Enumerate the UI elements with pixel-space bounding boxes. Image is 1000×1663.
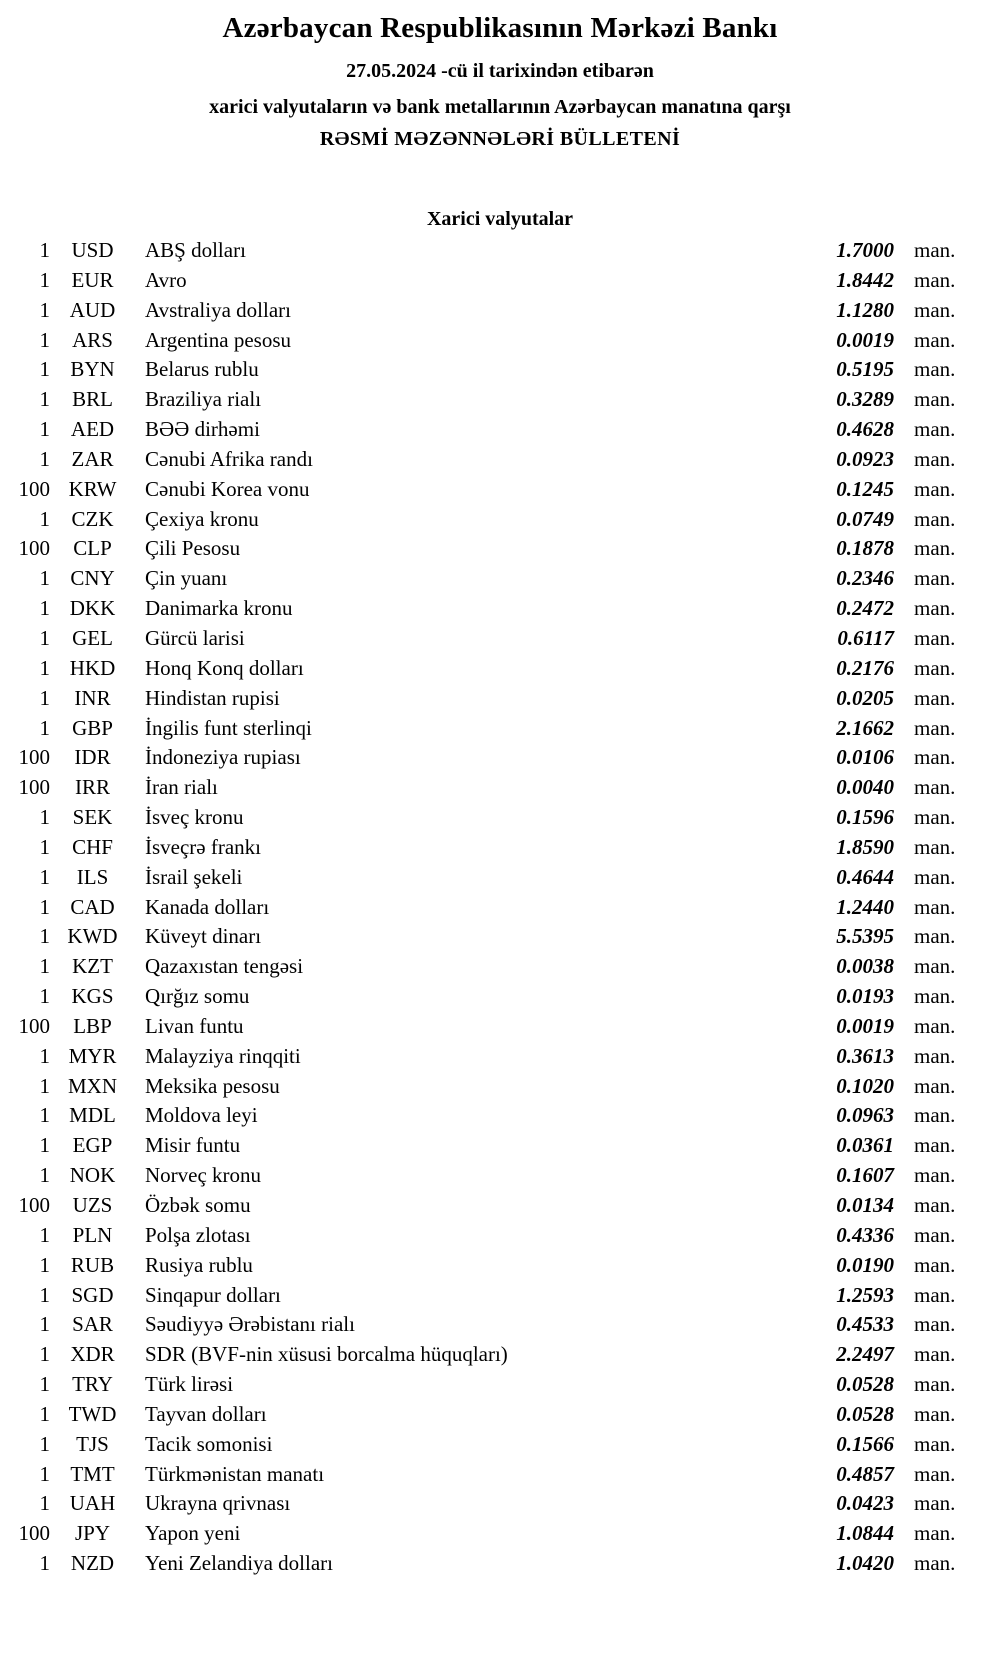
rate-code: PLN [72,1222,113,1247]
rate-value: 0.1245 [836,476,894,501]
rate-value: 0.0361 [836,1133,894,1158]
table-row [0,1370,972,1400]
rate-unit: man. [914,267,956,292]
effective-date-line: 27.05.2024 -cü il tarixindən etibarən [346,60,654,82]
rate-qty: 1 [39,715,50,740]
rate-name: İran rialı [145,775,218,800]
rate-code: CHF [72,834,113,859]
rate-qty: 1 [39,417,50,442]
rate-qty: 1 [39,924,50,949]
rate-qty: 1 [39,1372,50,1397]
rate-qty: 1 [39,655,50,680]
rate-unit: man. [914,297,956,322]
rate-value: 0.0963 [836,1103,894,1128]
rate-code: ILS [76,864,109,889]
rate-code: LBP [73,1013,112,1038]
rate-name: Qırğız somu [145,984,250,1009]
rate-code: SGD [71,1282,114,1307]
rate-code: DKK [69,596,116,621]
table-row [0,1400,972,1430]
rate-qty: 1 [39,238,50,262]
bulletin-subtitle: xarici valyutaların və bank metallarının Azərbaycan manatına qarşı [209,96,791,118]
rate-value: 0.2346 [836,566,894,591]
rate-name: Gürcü larisi [145,625,245,650]
section-title-foreign-currencies: Xarici valyutalar [426,208,574,230]
table-row [0,773,972,803]
table-row [0,624,972,654]
rate-name: ABŞ dolları [145,238,246,262]
rate-code: SAR [72,1312,113,1337]
rate-qty: 1 [39,1222,50,1247]
rate-name: Meksika pesosu [145,1073,280,1098]
rate-name: Qazaxıstan tengəsi [145,954,304,979]
table-row [0,236,972,266]
table-row [0,1101,972,1131]
table-row [0,475,972,505]
rate-name: Çili Pesosu [145,536,241,561]
table-row [0,833,972,863]
rate-code: SEK [72,805,113,830]
rate-code: MYR [68,1043,117,1068]
table-row [0,1430,972,1460]
rate-unit: man. [914,446,956,471]
table-row [0,654,972,684]
rate-value: 1.7000 [836,238,894,262]
table-row [0,1549,972,1579]
table-row [0,893,972,923]
rate-name: Livan funtu [145,1013,244,1038]
rate-qty: 1 [39,596,50,621]
rate-unit: man. [914,1193,956,1217]
rate-name: Türk lirəsi [145,1372,234,1397]
rate-code: TWD [68,1401,117,1426]
rate-value: 1.8442 [836,267,894,292]
rate-code: KWD [67,924,118,949]
rate-unit: man. [914,1461,956,1486]
rate-qty: 1 [39,954,50,979]
rate-name: Sinqapur dolları [145,1282,281,1307]
rate-code: EUR [71,267,114,292]
rate-value: 0.4533 [836,1312,894,1337]
rate-unit: man. [914,1282,956,1307]
rate-qty: 100 [18,775,50,800]
rate-value: 1.1280 [836,297,894,322]
rate-code: CLP [73,536,112,561]
rate-unit: man. [914,1222,956,1247]
table-row [0,1221,972,1251]
rate-code: BYN [70,357,115,382]
table-row [0,714,972,744]
table-row [0,1072,972,1102]
rate-value: 1.8590 [836,834,894,859]
rate-code: CNY [70,566,115,591]
rate-unit: man. [914,1133,956,1158]
rate-unit: man. [914,894,956,919]
rate-value: 5.5395 [836,924,894,949]
rate-code: UZS [72,1193,113,1217]
rate-unit: man. [914,984,956,1009]
rate-code: ARS [72,327,113,352]
rate-value: 0.4857 [836,1461,894,1486]
rate-name: Çexiya kronu [145,506,259,531]
table-row [0,1460,972,1490]
rate-code: TRY [72,1372,113,1397]
rate-name: Rusiya rublu [145,1252,253,1277]
rate-code: USD [71,238,114,262]
rate-unit: man. [914,834,956,859]
rate-name: İngilis funt sterlinqi [145,715,312,740]
rate-qty: 1 [39,1491,50,1516]
rate-code: KZT [72,954,113,979]
rate-value: 0.0528 [836,1401,894,1426]
rate-unit: man. [914,805,956,830]
rate-code: ZAR [71,446,114,471]
rate-name: Moldova leyi [145,1103,258,1128]
rate-name: Cənubi Korea vonu [145,476,310,501]
rate-unit: man. [914,1073,956,1098]
rate-qty: 1 [39,267,50,292]
table-row [0,922,972,952]
table-row [0,803,972,833]
rate-code: CAD [70,894,115,919]
rate-qty: 1 [39,387,50,412]
rate-name: Özbək somu [145,1193,251,1217]
rate-qty: 100 [18,1521,50,1546]
rate-qty: 1 [39,685,50,710]
rates-table [0,236,972,1579]
rate-name: Səudiyyə Ərəbistanı rialı [145,1312,355,1337]
rate-qty: 1 [39,297,50,322]
rate-qty: 1 [39,984,50,1009]
rate-code: KRW [68,476,117,501]
rate-value: 2.2497 [836,1342,894,1367]
table-row [0,1489,972,1519]
table-row [0,1191,972,1221]
rate-value: 0.0749 [836,506,894,531]
rate-code: IRR [74,775,110,800]
rate-code: NZD [70,1551,115,1576]
rate-value: 0.5195 [836,357,894,382]
rate-unit: man. [914,954,956,979]
rate-name: İndoneziya rupiası [145,745,301,770]
rate-code: JPY [74,1521,111,1546]
rate-qty: 1 [39,1073,50,1098]
rate-value: 0.0134 [836,1193,894,1217]
rate-code: EGP [72,1133,113,1158]
rate-value: 0.4628 [836,417,894,442]
rate-unit: man. [914,864,956,889]
rate-code: GBP [72,715,113,740]
rate-code: GEL [72,625,113,650]
rate-qty: 1 [39,1163,50,1188]
rate-name: Tacik somonisi [145,1431,273,1456]
rate-unit: man. [914,1521,956,1546]
rate-unit: man. [914,1431,956,1456]
table-row [0,296,972,326]
table-row [0,863,972,893]
rate-value: 0.0019 [836,327,894,352]
rate-unit: man. [914,625,956,650]
rate-value: 1.0844 [836,1521,894,1546]
rate-value: 0.0205 [836,685,894,710]
rate-name: Norveç kronu [145,1163,262,1188]
table-row [0,1042,972,1072]
rate-name: Yapon yeni [145,1521,241,1546]
table-row [0,1310,972,1340]
rate-value: 0.1607 [836,1163,894,1188]
rate-name: Küveyt dinarı [145,924,262,949]
rate-name: Yeni Zelandiya dolları [145,1551,333,1576]
rate-code: INR [74,685,111,710]
rate-value: 1.0420 [836,1551,894,1576]
rate-unit: man. [914,1312,956,1337]
table-row [0,355,972,385]
rate-qty: 1 [39,1043,50,1068]
rate-unit: man. [914,327,956,352]
rate-qty: 1 [39,1431,50,1456]
rate-unit: man. [914,1163,956,1188]
rate-name: İsrail şekeli [145,864,243,889]
table-row [0,743,972,773]
rate-value: 0.2472 [836,596,894,621]
rate-code: MXN [67,1073,117,1098]
rate-name: BƏƏ dirhəmi [145,417,260,442]
rate-unit: man. [914,506,956,531]
rate-name: SDR (BVF-nin xüsusi borcalma hüquqları) [145,1342,508,1367]
rate-value: 0.0193 [836,984,894,1009]
rate-name: Türkmənistan manatı [145,1461,325,1486]
rate-unit: man. [914,596,956,621]
rate-qty: 1 [39,1461,50,1486]
bank-name-title: Azərbaycan Respublikasının Mərkəzi Bankı [222,12,778,44]
rate-unit: man. [914,1043,956,1068]
table-row [0,1012,972,1042]
rate-name: Polşa zlotası [145,1222,251,1247]
table-row [0,1519,972,1549]
rate-qty: 100 [18,745,50,770]
rate-value: 0.6117 [837,625,894,650]
rate-value: 0.0423 [836,1491,894,1516]
rate-value: 0.1878 [836,536,894,561]
table-row [0,1340,972,1370]
table-row [0,952,972,982]
rate-code: CZK [71,506,114,531]
rate-code: RUB [70,1252,115,1277]
rate-name: İsveç kronu [145,805,244,830]
rate-qty: 1 [39,357,50,382]
rate-unit: man. [914,536,956,561]
rate-value: 0.1566 [836,1431,894,1456]
rate-code: UAH [69,1491,116,1516]
rate-qty: 1 [39,894,50,919]
rate-unit: man. [914,357,956,382]
rate-value: 1.2593 [836,1282,894,1307]
rate-qty: 1 [39,864,50,889]
rate-unit: man. [914,775,956,800]
table-row [0,266,972,296]
rate-code: BRL [72,387,113,412]
rate-qty: 1 [39,1133,50,1158]
rate-value: 0.4336 [836,1222,894,1247]
rate-unit: man. [914,745,956,770]
rate-name: Hindistan rupisi [145,685,280,710]
rate-qty: 100 [18,1193,50,1217]
rate-code: XDR [70,1342,115,1367]
rate-code: KGS [71,984,114,1009]
rate-value: 0.3613 [836,1043,894,1068]
rate-code: MDL [69,1103,116,1128]
rate-unit: man. [914,1491,956,1516]
rate-unit: man. [914,715,956,740]
table-row [0,385,972,415]
rate-qty: 1 [39,805,50,830]
rate-name: Malayziya rinqqiti [145,1043,301,1068]
rate-qty: 100 [18,1013,50,1038]
rate-unit: man. [914,417,956,442]
rate-qty: 1 [39,625,50,650]
rate-unit: man. [914,387,956,412]
table-row [0,415,972,445]
rate-code: AED [70,417,115,442]
bulletin-title: RƏSMİ MƏZƏNNƏLƏRİ BÜLLETENİ [319,128,681,150]
rate-unit: man. [914,1401,956,1426]
rate-name: Honq Konq dolları [145,655,304,680]
table-row [0,1251,972,1281]
rate-name: Belarus rublu [145,357,259,382]
rate-unit: man. [914,1342,956,1367]
table-row [0,564,972,594]
rate-value: 0.0019 [836,1013,894,1038]
rate-qty: 1 [39,1103,50,1128]
rate-value: 0.1020 [836,1073,894,1098]
rate-unit: man. [914,924,956,949]
table-row [0,1281,972,1311]
rate-value: 0.4644 [836,864,894,889]
rate-name: Misir funtu [145,1133,241,1158]
table-row [0,445,972,475]
rate-qty: 1 [39,506,50,531]
rate-code: IDR [74,745,111,770]
rate-unit: man. [914,1252,956,1277]
table-row [0,684,972,714]
rate-name: Ukrayna qrivnası [145,1491,291,1516]
table-row [0,505,972,535]
rate-name: Danimarka kronu [145,596,293,621]
rate-code: TJS [76,1431,109,1456]
table-row [0,534,972,564]
rate-qty: 1 [39,1342,50,1367]
rate-qty: 100 [18,476,50,501]
rate-value: 2.1662 [836,715,894,740]
rate-name: Braziliya rialı [145,387,262,412]
rate-name: Avstraliya dolları [145,297,291,322]
rate-qty: 100 [18,536,50,561]
rate-value: 0.0040 [836,775,894,800]
rate-unit: man. [914,1103,956,1128]
table-row [0,1161,972,1191]
table-row [0,594,972,624]
rate-name: Avro [145,267,187,292]
table-row [0,1131,972,1161]
rate-qty: 1 [39,566,50,591]
rate-value: 0.0106 [836,745,894,770]
rate-value: 0.0190 [836,1252,894,1277]
rate-unit: man. [914,1551,956,1576]
rate-unit: man. [914,655,956,680]
rate-qty: 1 [39,446,50,471]
rate-name: Cənubi Afrika randı [145,446,313,471]
rate-qty: 1 [39,1312,50,1337]
rate-unit: man. [914,238,956,262]
rate-value: 0.1596 [836,805,894,830]
rate-qty: 1 [39,327,50,352]
rate-value: 0.0528 [836,1372,894,1397]
rate-unit: man. [914,685,956,710]
rate-value: 1.2440 [836,894,894,919]
rate-code: NOK [69,1163,116,1188]
rate-unit: man. [914,1013,956,1038]
rate-unit: man. [914,476,956,501]
rate-qty: 1 [39,1401,50,1426]
rate-qty: 1 [39,834,50,859]
rate-unit: man. [914,566,956,591]
rate-qty: 1 [39,1282,50,1307]
table-row [0,326,972,356]
rate-name: Çin yuanı [145,566,228,591]
rate-name: İsveçrə frankı [145,834,262,859]
rate-qty: 1 [39,1252,50,1277]
rate-name: Kanada dolları [145,894,270,919]
rate-code: AUD [69,297,116,322]
rate-value: 0.0038 [836,954,894,979]
rate-name: Argentina pesosu [145,327,292,352]
rate-qty: 1 [39,1551,50,1576]
rate-value: 0.0923 [836,446,894,471]
rate-code: TMT [70,1461,115,1486]
rate-code: HKD [69,655,116,680]
rate-name: Tayvan dolları [145,1401,267,1426]
rate-value: 0.3289 [836,387,894,412]
rate-unit: man. [914,1372,956,1397]
table-row [0,982,972,1012]
rate-value: 0.2176 [836,655,894,680]
